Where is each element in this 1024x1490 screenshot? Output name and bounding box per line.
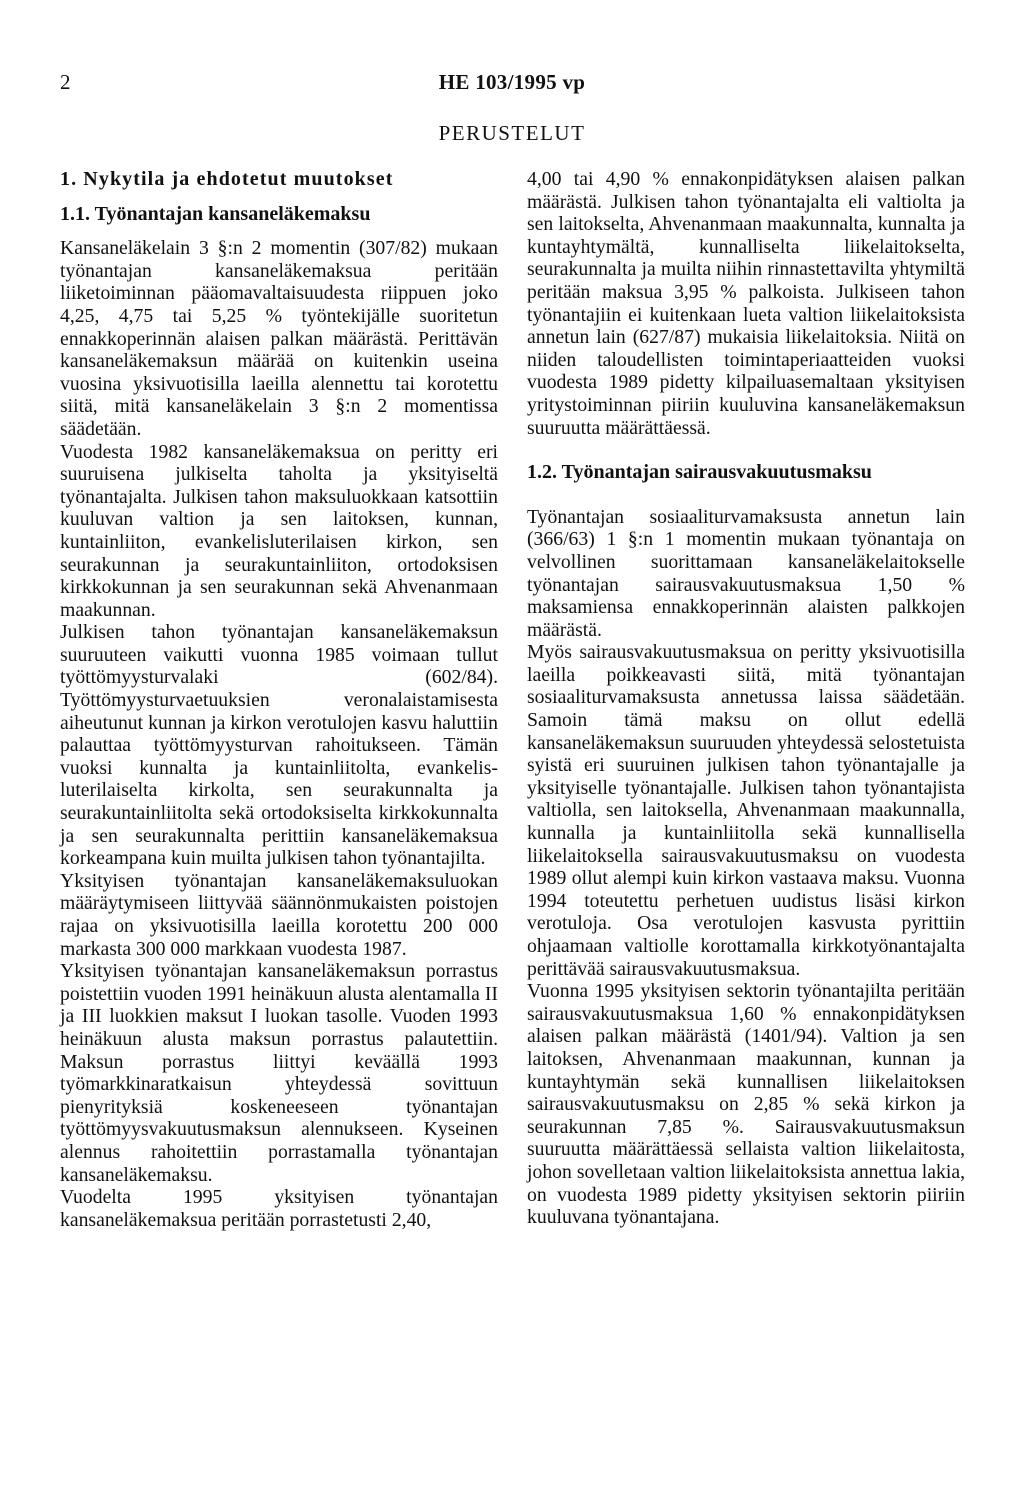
section-title: PERUSTELUT [438,121,586,145]
page-number: 2 [60,70,71,94]
paragraph: Kansaneläkelain 3 §:n 2 momentin (307/82) mukaan työnantajan kansaneläkemaksua peritään liiketoiminnan pääomavaltaisuudesta riippuen joko 4,25, 4,75 tai 5,25 % työntekijälle suoritetun ennakkoperinnän alaisen palkan määrästä. Perittävän kansaneläkemaksun määrää on kuitenkin useina vuosina yksivuotisilla laeilla alennettu tai korotettu siitä, mitä kansaneläkelain 3 §:n 2 momentissa säädetään. [60,237,498,440]
paragraph: Työnantajan sosiaaliturvamaksusta annetun lain (366/63) 1 §:n 1 momentin mukaan työnantaja on velvollinen suorittamaan kansaneläkelaitokselle työnantajan sairausvakuutusmaksua 1,50 % maksamiensa ennakkoperinnän alaisten palkkojen määrästä. [527,505,965,641]
document-id: HE 103/1995 vp [438,70,586,94]
heading-1: 1. Nykytila ja ehdotetut muutokset [60,168,394,190]
paragraph: Vuodesta 1982 kansaneläkemaksua on peritty eri suuruisena julkiselta taholta ja yksityiseltä työnantajalta. Julkisen tahon maksuluokkaan katsottiin kuuluvan valtion ja sen laitoksen, kunnan, kuntainliiton, evankelisluterilaisen kirkon, sen seurakunnan ja seurakuntainliiton, ortodoksisen kirkkokunnan ja sen seurakunnan sekä Ahvenanmaan maakunnan. [60,440,498,621]
left-column [60,168,498,1231]
paragraph: Myös sairausvakuutusmaksua on peritty yksivuotisilla laeilla poikkeavasti siitä, mitä työnantajan sosiaaliturvamaksusta annetussa laissa säädetään. Samoin tämä maksu on ollut edellä kansaneläkemaksun suuruuden yhteydessä selostetuista syistä eri suuruinen julkisen tahon työnantajalle ja yksityiselle työnantajalle. Julkisen tahon työnantajista valtiolla, sen laitoksella, Ahvenanmaan maakunnalla, kunnalla ja kuntainliitolla sekä kunnallisella liikelaitoksella sairausvakuutusmaksu on vuodesta 1989 ollut alempi kuin kirkon vastaava maksu. Vuonna 1994 toteutettu perhetuen uudistus lisäsi kirkon verotuloja. Osa verotulojen kasvusta pyrittiin ohjaamaan valtiolle korottamalla kirkkotyönantajalta perittävää sairausvakuutusmaksua. [527,641,965,980]
paragraph: 4,00 tai 4,90 % ennakonpidätyksen alaisen palkan määrästä. Julkisen tahon työnantajalta eli valtiolta ja sen laitokselta, Ahvenanmaan maakunnalta, kunnalta ja kuntayhtymältä, kunnalliselta liikelaitokselta, seurakunnalta ja muilta niihin rinnastettavilta yhtymiltä peritään maksua 3,95 % palkoista. Julkiseen tahon työnantajiin ei kuitenkaan lueta valtion liikelaitoksista annetun lain (627/87) mukaisia liikelaitoksia. Niitä on niiden taloudellisten toimintaperiaatteiden vuoksi vuodesta 1989 pidetty kilpailuasemaltaan yksityisen yritystoiminnan piiriin kuuluvina kansaneläkemaksun suuruutta määrättäessä. [527,168,965,439]
heading-1-1: 1.1. Työnantajan kansaneläkemaksu [60,202,371,225]
heading-1-2: 1.2. Työnantajan sairausvakuutusmaksu [527,461,872,484]
paragraph: Yksityisen työnantajan kansaneläkemaksuluokan määräytymiseen liittyvää säännönmukaisten poistojen rajaa on yksivuotisilla laeilla korotettu 200 000 markasta 300 000 markkaan vuodesta 1987. [60,869,498,960]
paragraph: Yksityisen työnantajan kansaneläkemaksun porrastus poistettiin vuoden 1991 heinäkuun alusta alentamalla II ja III luokkien maksut I luokan tasolle. Vuoden 1993 heinäkuun alusta maksun porrastus palautettiin. Maksun porrastus liittyi keväällä 1993 työmarkkinaratkaisun yhteydessä sovittuun pienyrityksiä koskeneeseen työnantajan työttömyysvakuutusmaksun alennukseen. Kyseinen alennus rahoitettiin porrastamalla työnantajan kansaneläkemaksu. [60,960,498,1186]
page-header [0,70,1024,100]
paragraph: Vuodelta 1995 yksityisen työnantajan kansaneläkemaksua peritään porrastetusti 2,40, [60,1186,498,1231]
right-column [527,168,965,1229]
paragraph: Julkisen tahon työnantajan kansaneläkemaksun suuruuteen vaikutti vuonna 1985 voimaan tullut työttömyysturvalaki (602/84). Työttömyysturvaetuuksien veronalaistamisesta aiheutunut kunnan ja kirkon verotulojen kasvu haluttiin palauttaa työttömyysturvan rahoitukseen. Tämän vuoksi kunnalta ja kuntainliitolta, evankelis-luterilaiselta kirkolta, sen seurakunnalta ja seurakuntainliitolta sekä ortodoksiselta kirkkokunnalta ja sen seurakunnalta perittiin kansaneläkemaksua korkeampana kuin muilta julkisen tahon työnantajilta. [60,621,498,870]
paragraph: Vuonna 1995 yksityisen sektorin työnantajilta peritään sairausvakuutusmaksua 1,60 % ennakonpidätyksen alaisen palkan määrästä (1401/94). Valtion ja sen laitoksen, Ahvenanmaan maakunnan, kunnan ja kuntayhtymän sekä kunnallisen liikelaitoksen sairausvakuutusmaksu on 2,85 % sekä kirkon ja seurakunnan 7,85 %. Sairausvakuutusmaksun suuruutta määrättäessä sellaista valtion liikelaitosta, johon sovelletaan valtion liikelaitoksista annettua lakia, on vuodesta 1989 pidetty yksityisen sektorin piiriin kuuluvana työnantajana. [527,980,965,1229]
